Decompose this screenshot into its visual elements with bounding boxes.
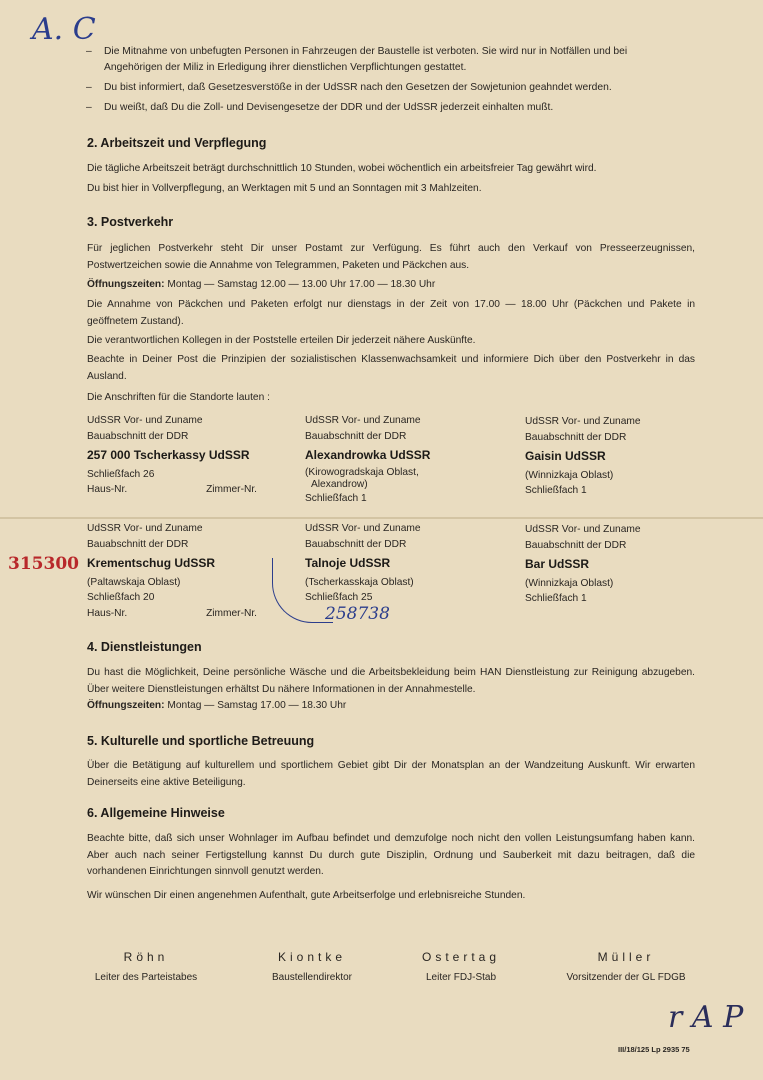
address-line: Schließfach 26 [87, 468, 155, 480]
signature-block [546, 950, 706, 983]
dash: – [86, 82, 92, 93]
address-line: Bauabschnitt der DDR [87, 538, 189, 550]
rule-text: Du weißt, daß Du die Zoll- und Devisengesetze der DDR und der UdSSR jederzeit einhalten mußt. [104, 102, 554, 113]
address-city: Krementschug UdSSR [87, 556, 216, 570]
paragraph: Du hast die Möglichkeit, Deine persönliche Wäsche und die Arbeitsbekleidung beim HAN Dienstleistung zur Reinigung abzugeben. Über weitere Dienstleistungen erhältst Du nähere Informationen in der Annahmestelle. [87, 667, 695, 695]
signatory-role: Baustellendirektor [271, 972, 353, 983]
signature-block [381, 950, 541, 983]
address-city: Bar UdSSR [525, 557, 590, 571]
hours-line [87, 277, 695, 294]
dash: – [86, 46, 92, 57]
address-city: Gaisin UdSSR [525, 449, 606, 463]
address-line: UdSSR Vor- und Zuname [525, 416, 641, 427]
signature-block [66, 950, 226, 983]
address-line: Bauabschnitt der DDR [305, 538, 407, 550]
signatory-name: Ostertag [421, 950, 501, 964]
paragraph: Die tägliche Arbeitszeit beträgt durchschnittlich 10 Stunden, wobei wöchentlich ein arbeitsfreier Tag gewährt wird. [87, 163, 597, 174]
section-heading: 4. Dienstleistungen [87, 640, 202, 654]
paragraph: Für jeglichen Postverkehr steht Dir unser Postamt zur Verfügung. Es führt auch den Verkauf von Presseerzeugnissen, Postwertzeichen sowie die Annahme von Telegrammen, Paketen und Päckchen aus. [87, 243, 695, 271]
address-line: (Kirowogradskaja Oblast, [305, 466, 419, 478]
section-heading: 5. Kulturelle und sportliche Betreuung [87, 734, 315, 748]
address-city: 257 000 Tscherkassy UdSSR [87, 448, 250, 462]
address-line: Schließfach 1 [525, 485, 587, 496]
paragraph: Über die Betätigung auf kulturellem und sportlichem Gebiet gibt Dir der Monatsplan an der Wandzeitung Auskunft. Wir erwarten Deinerseits eine aktive Beteiligung. [87, 760, 695, 788]
hours-label: Öffnungszeiten: [87, 700, 165, 711]
address-line: Schließfach 20 [87, 592, 155, 603]
address-line: (Winnizkaja Oblast) [525, 577, 614, 589]
address-row [87, 606, 257, 622]
section-heading: 3. Postverkehr [87, 215, 174, 229]
address-city: Alexandrowka UdSSR [305, 448, 431, 462]
handwritten-initials-top: A. C [32, 12, 96, 47]
address-line: Bauabschnitt der DDR [87, 430, 189, 442]
paragraph: Die Anschriften für die Standorte lauten : [87, 392, 270, 403]
fold-line [0, 517, 763, 519]
paragraph: Die Annahme von Päckchen und Paketen erfolgt nur dienstags in der Zeit von 17.00 — 18.00 Uhr (Päckchen und Pakete in geöffnetem Zustand). [87, 299, 695, 327]
dash: – [86, 102, 92, 113]
address-block [305, 413, 505, 506]
address-line: UdSSR Vor- und Zuname [87, 523, 203, 534]
handwritten-postcode: 315300 [8, 554, 79, 574]
address-city: Talnoje UdSSR [305, 556, 391, 570]
address-line: Bauabschnitt der DDR [525, 431, 627, 443]
address-line: (Tscherkasskaja Oblast) [305, 576, 414, 588]
address-line: Zimmer-Nr. [206, 484, 257, 495]
rule-text: Du bist informiert, daß Gesetzesverstöße in der UdSSR nach den Gesetzen der Sowjetunion geahndet werden. [104, 82, 612, 93]
rule-text: Die Mitnahme von unbefugten Personen in Fahrzeugen der Baustelle ist verboten. Sie wird nur in Notfällen und bei Angehörigen der Miliz in Erledigung ihrer dienstlichen Verpflichtungen gestattet. [104, 46, 628, 73]
address-block [305, 521, 505, 606]
address-row [87, 482, 257, 498]
paragraph: Beachte in Deiner Post die Prinzipien der sozialistischen Klassenwachsamkeit und informiere Dich über den Postverkehr in das Ausland. [87, 354, 695, 382]
hours-label: Öffnungszeiten: [87, 279, 165, 290]
address-line: UdSSR Vor- und Zuname [305, 523, 421, 534]
address-line: (Winnizkaja Oblast) [525, 469, 614, 481]
signatory-role: Vorsitzender der GL FDGB [566, 972, 686, 983]
address-line: UdSSR Vor- und Zuname [305, 415, 421, 426]
rule-item [86, 44, 678, 76]
address-line: Zimmer-Nr. [206, 607, 257, 619]
address-line: Schließfach 25 [305, 592, 373, 603]
signature-block [232, 950, 392, 983]
paragraph: Wir wünschen Dir einen angenehmen Aufenthalt, gute Arbeitserfolge und erlebnisreiche Stunden. [87, 890, 526, 901]
paragraph: Beachte bitte, daß sich unser Wohnlager im Aufbau befindet und demzufolge noch nicht den vollen Leistungsumfang haben kann. Aber auch nach seiner Fertigstellung kannst Du durch gute Disziplin, Ordnung und Sauberkeit mit dazu beitragen, daß die vorhandenen Einrichtungen sinnvoll genutzt werden. [87, 833, 695, 877]
rule-item [86, 80, 678, 96]
address-line: Schließfach 1 [305, 492, 367, 504]
signatory-name: Müller [597, 950, 655, 964]
handwritten-initials-bottom: r A P [668, 1000, 744, 1035]
address-line: Bauabschnitt der DDR [305, 430, 407, 442]
address-block [87, 521, 287, 621]
section-heading: 6. Allgemeine Hinweise [87, 806, 225, 820]
address-line: UdSSR Vor- und Zuname [87, 415, 203, 426]
hours-text: Montag — Samstag 17.00 — 18.30 Uhr [167, 700, 347, 711]
handwritten-postcode: 258738 [325, 604, 390, 624]
hours-line [87, 698, 695, 715]
address-line: Alexandrow) [311, 478, 368, 490]
signatory-name: Röhn [123, 950, 169, 964]
address-line: Bauabschnitt der DDR [525, 539, 627, 551]
paragraph: Die verantwortlichen Kollegen in der Poststelle erteilen Dir jederzeit nähere Auskünfte. [87, 335, 476, 346]
rule-item [86, 100, 678, 116]
hours-text: Montag — Samstag 12.00 — 13.00 Uhr 17.00 — 18.30 Uhr [167, 279, 436, 290]
address-line: Haus-Nr. [87, 484, 128, 495]
address-block [87, 413, 287, 498]
section-heading: 2. Arbeitszeit und Verpflegung [87, 136, 267, 150]
address-block [525, 522, 725, 607]
address-line: UdSSR Vor- und Zuname [525, 524, 641, 535]
print-code: III/18/125 Lp 2935 75 [618, 1045, 690, 1054]
address-block [525, 414, 725, 499]
signatory-name: Kiontke [277, 950, 347, 964]
paragraph: Du bist hier in Vollverpflegung, an Werktagen mit 5 und an Sonntagen mit 3 Mahlzeiten. [87, 183, 482, 194]
address-line: (Paltawskaja Oblast) [87, 576, 181, 588]
signatory-role: Leiter FDJ-Stab [425, 972, 497, 983]
address-line: Schließfach 1 [525, 593, 587, 604]
address-line: Haus-Nr. [87, 607, 128, 619]
signatory-role: Leiter des Parteistabes [94, 972, 198, 983]
